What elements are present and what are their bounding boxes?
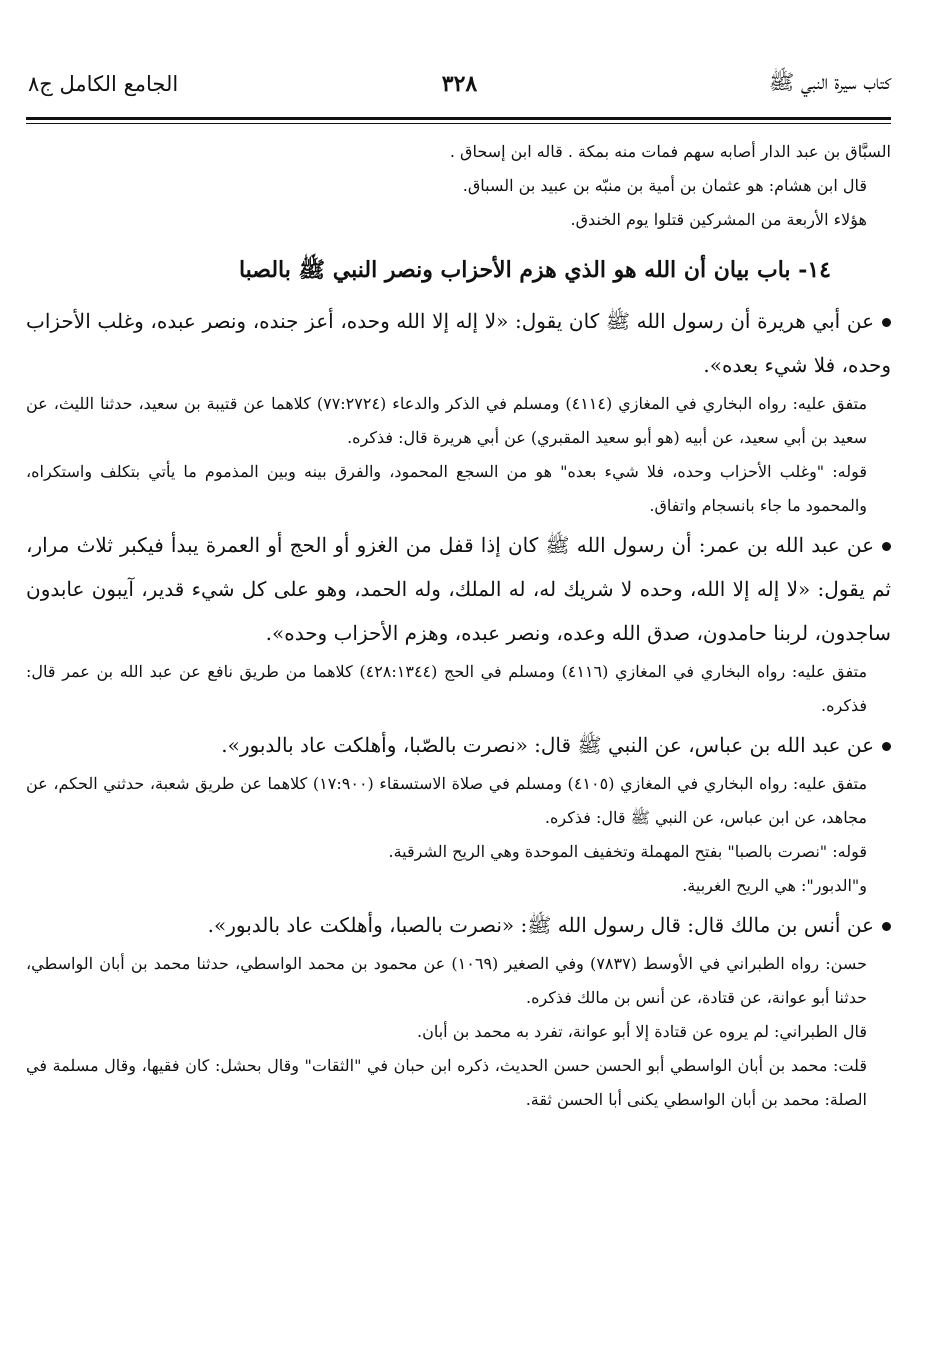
header-book-title: كتاب سيرة النبي ﷺ <box>768 69 891 94</box>
paragraph-text: متفق عليه: رواه البخاري في المغازي (٤١١٤) ومسلم في الذكر والدعاء (٧٧:٢٧٢٤) كلاهما عن قتيبة بن سعيد، حدثنا الليث، عن سعيد بن أبي سعيد، عن أبيه (هو أبو سعيد المقبري) عن أبي هريرة قال: فذكره. <box>26 394 868 447</box>
paragraph-text: قلت: محمد بن أبان الواسطي أبو الحسن حسن الحديث، ذكره ابن حبان في "الثقات" وقال بحشل: كان فقيها، وقال مسلمة في الصلة: محمد بن أبان الواسطي يكنى أبا الحسن ثقة. <box>26 1056 867 1109</box>
paragraph-text: متفق عليه: رواه البخاري في المغازي (٤١١٦) ومسلم في الحج (٤٢٨:١٣٤٤) كلاهما من طريق نافع عن عبد الله بن عمر قال: فذكره. <box>26 662 868 715</box>
commentary-paragraph <box>26 1015 891 1049</box>
header-rule-thick <box>26 117 891 120</box>
paragraph-text: هؤلاء الأربعة من المشركين قتلوا يوم الخندق. <box>570 210 867 229</box>
chapter-heading <box>26 243 891 297</box>
commentary-paragraph <box>26 869 891 903</box>
paragraph-text: قال ابن هشام: هو عثمان بن أمية بن منبّه بن عبيد بن السباق. <box>462 176 867 195</box>
bullet-icon <box>882 742 891 751</box>
commentary-paragraph <box>26 947 891 1015</box>
commentary-paragraph <box>26 169 891 203</box>
paragraph-text: متفق عليه: رواه البخاري في المغازي (٤١٠٥) ومسلم في صلاة الاستسقاء (١٧:٩٠٠) كلاهما عن طريق شعبة، حدثني الحكم، عن مجاهد، عن ابن عباس، عن النبي ﷺ قال: فذكره. <box>26 774 868 827</box>
hadith-paragraph <box>26 723 891 767</box>
bullet-icon <box>882 922 891 931</box>
paragraph-text: قوله: "نصرت بالصبا" بفتح المهملة وتخفيف الموحدة وهي الريح الشرقية. <box>388 842 867 861</box>
header-rule-thin <box>26 123 891 124</box>
bullet-icon <box>882 542 891 551</box>
paragraph-text: قوله: "وغلب الأحزاب وحده، فلا شيء بعده" هو من السجع المحمود، والفرق بينه وبين المذموم ما يأتي بتكلف واستكراه، والمحمود ما جاء بانسجام واتفاق. <box>26 462 867 515</box>
commentary-paragraph <box>26 767 891 835</box>
commentary-paragraph <box>26 387 891 455</box>
header-volume-title: الجامع الكامل ج٨ <box>28 72 179 96</box>
paragraph-text: و"الدبور": هي الريح الغربية. <box>682 876 867 895</box>
hadith-paragraph <box>26 299 891 387</box>
commentary-paragraph <box>26 835 891 869</box>
paragraph-text: عن أبي هريرة أن رسول الله ﷺ كان يقول: «لا إله إلا الله وحده، أعز جنده، ونصر عبده، وغلب الأحزاب وحده، فلا شيء بعده». <box>26 309 891 377</box>
commentary-paragraph <box>26 135 891 169</box>
paragraph-text: السبَّاق بن عبد الدار أصابه سهم فمات منه بمكة . قاله ابن إسحاق . <box>449 142 891 161</box>
paragraph-text: عن عبد الله بن عمر: أن رسول الله ﷺ كان إذا قفل من الغزو أو الحج أو العمرة يبدأ فيكبر ثلاث مرار، ثم يقول: «لا إله إلا الله، وحده لا شريك له، له الملك، وله الحمد، وهو على كل شيء قدير، آيبون عابدون ساجدون، لربنا حامدون، صدق الله وعده، ونصر عبده، وهزم الأحزاب وحده». <box>26 533 891 645</box>
commentary-paragraph <box>26 655 891 723</box>
paragraph-text: حسن: رواه الطبراني في الأوسط (٧٨٣٧) وفي الصغير (١٠٦٩) عن محمود بن محمد الواسطي، حدثنا محمد بن أبان الواسطي، حدثنا أبو عوانة، عن قتادة، عن أنس بن مالك فذكره. <box>26 954 867 1007</box>
commentary-paragraph <box>26 1049 891 1117</box>
paragraph-text: ١٤- باب بيان أن الله هو الذي هزم الأحزاب ونصر النبي ﷺ بالصبا <box>238 257 831 283</box>
bullet-icon <box>882 318 891 327</box>
running-header <box>28 64 891 104</box>
hadith-paragraph <box>26 903 891 947</box>
commentary-paragraph <box>26 203 891 237</box>
hadith-paragraph <box>26 523 891 655</box>
commentary-paragraph <box>26 455 891 523</box>
paragraph-text: عن عبد الله بن عباس، عن النبي ﷺ قال: «نصرت بالصّبا، وأهلكت عاد بالدبور». <box>221 733 874 757</box>
paragraph-text: قال الطبراني: لم يروه عن قتادة إلا أبو عوانة، تفرد به محمد بن أبان. <box>417 1022 867 1041</box>
page-body <box>26 135 891 1117</box>
paragraph-text: عن أنس بن مالك قال: قال رسول الله ﷺ: «نصرت بالصبا، وأهلكت عاد بالدبور». <box>207 913 874 937</box>
page-number: ٣٢٨ <box>441 71 478 97</box>
